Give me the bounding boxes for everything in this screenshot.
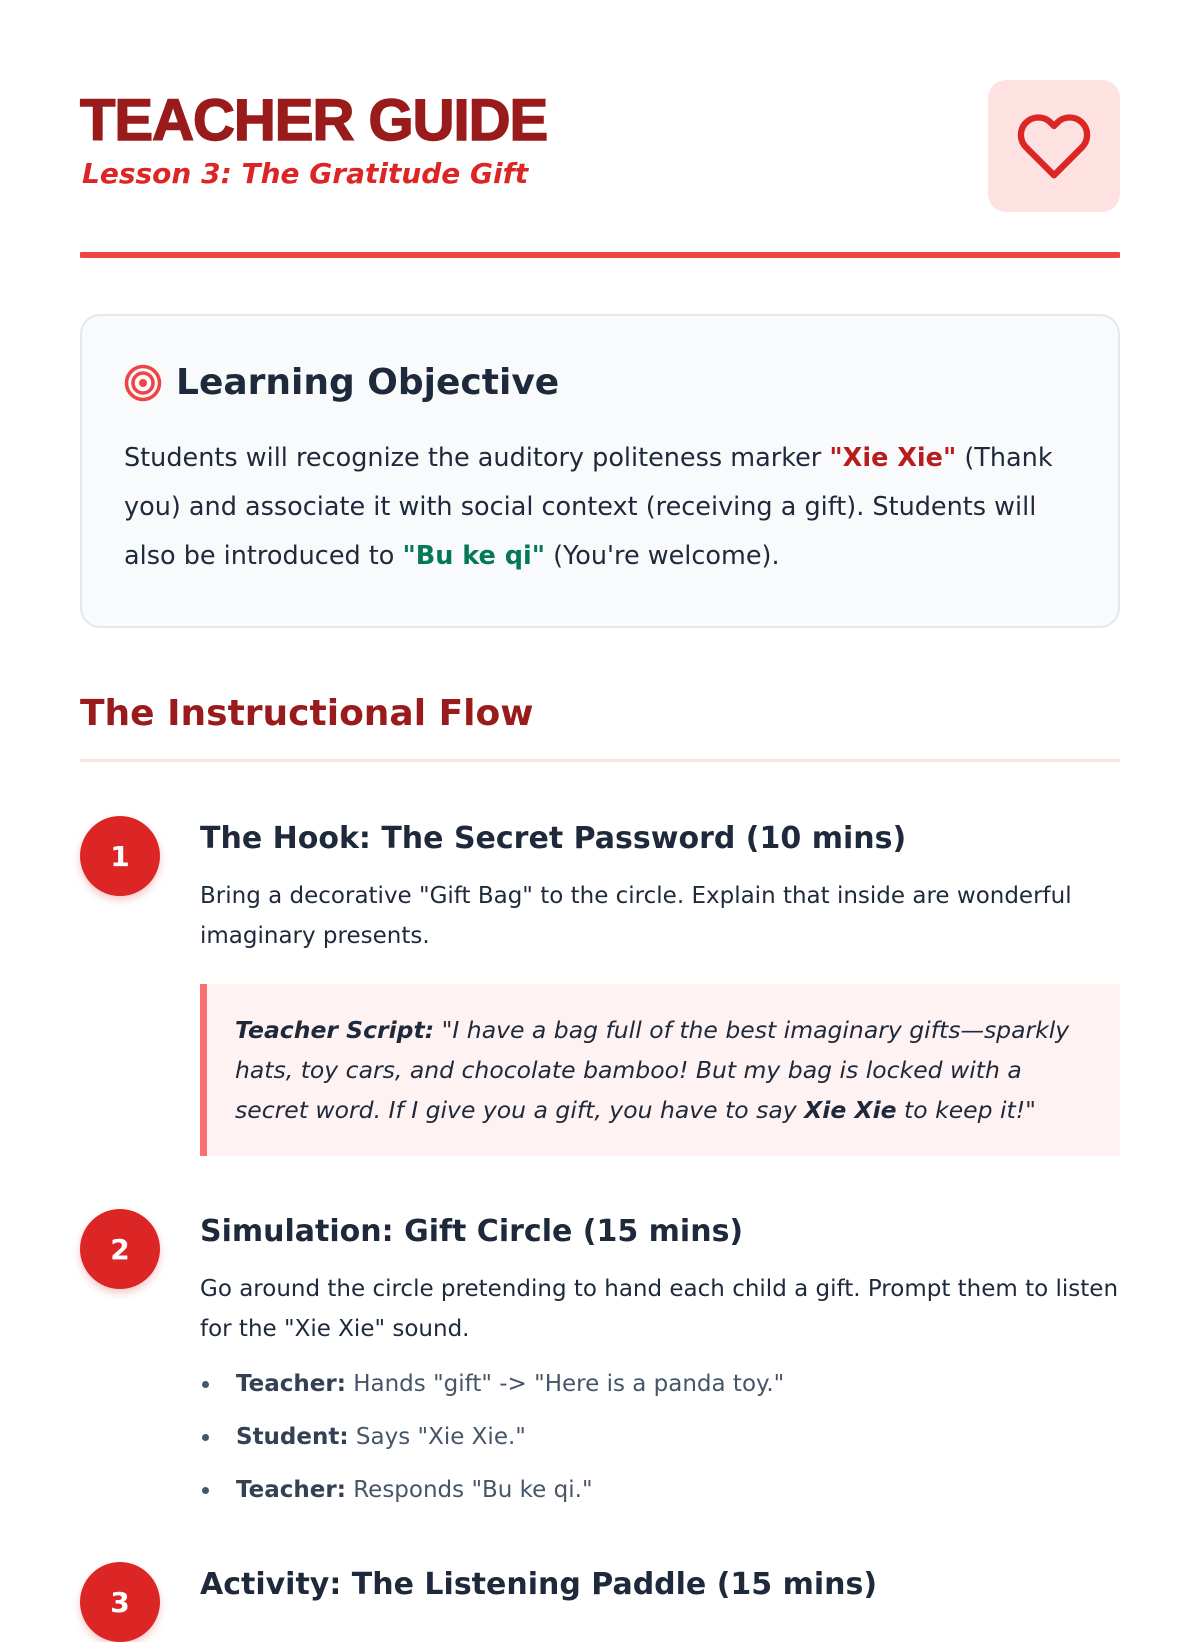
dialogue-line: Says "Xie Xie."	[348, 1424, 526, 1450]
xie-xie-highlight: "Xie Xie"	[829, 443, 957, 473]
heart-badge	[988, 80, 1120, 212]
dialogue-item	[200, 1417, 1100, 1470]
dialogue-item	[200, 1364, 1100, 1417]
dialogue-item	[200, 1470, 1100, 1523]
step-number-badge: 3	[80, 1562, 160, 1642]
heart-icon	[1016, 108, 1092, 184]
header-divider	[80, 252, 1120, 258]
script-label: Teacher Script:	[235, 1016, 435, 1044]
dialogue-line: Hands "gift" -> "Here is a panda toy."	[345, 1371, 785, 1397]
script-text-part: "I have a bag full of the best imaginary gifts—sparkly hats, toy cars, and chocolate bamboo! But my bag is locked with a secret word. If I give you a gift, you have to say	[235, 1016, 1070, 1124]
step-title: Simulation: Gift Circle (15 mins)	[200, 1214, 744, 1249]
step-title: Activity: The Listening Paddle (15 mins)	[200, 1567, 878, 1602]
script-text-part: to keep it!"	[896, 1096, 1036, 1124]
page-title: TEACHER GUIDE	[80, 88, 548, 153]
bu-ke-qi-highlight: "Bu ke qi"	[402, 541, 545, 571]
step-number-badge: 1	[80, 816, 160, 896]
teacher-script-callout	[200, 984, 1120, 1156]
section-divider	[80, 759, 1120, 762]
dialogue-line: Responds "Bu ke qi."	[345, 1477, 593, 1503]
dialogue-speaker: Student:	[236, 1424, 349, 1450]
objective-text-part: (Thank you) and associate it with social context (receiving a gift). Students will also be introduced to	[124, 443, 1053, 571]
dialogue-speaker: Teacher:	[236, 1371, 346, 1397]
section-title: The Instructional Flow	[80, 693, 534, 734]
teacher-script	[235, 1010, 1085, 1130]
step-description: Go around the circle pretending to hand each child a gift. Prompt them to listen for the "Xie Xie" sound.	[200, 1276, 1119, 1342]
objective-title: Learning Objective	[176, 362, 560, 403]
objective-heading	[124, 364, 559, 402]
header	[80, 80, 1120, 214]
lesson-subtitle: Lesson 3: The Gratitude Gift	[82, 157, 529, 190]
objective-text-part: Students will recognize the auditory politeness marker	[124, 443, 830, 473]
dialogue-list	[200, 1364, 1100, 1523]
target-icon	[124, 364, 162, 402]
dialogue-speaker: Teacher:	[236, 1477, 346, 1503]
step-number-badge: 2	[80, 1209, 160, 1289]
teacher-guide-page	[80, 0, 1120, 1619]
objective-text-part: (You're welcome).	[545, 541, 780, 571]
step-title: The Hook: The Secret Password (10 mins)	[200, 821, 907, 856]
script-emphasis: Xie Xie	[804, 1096, 897, 1124]
step-description: Bring a decorative "Gift Bag" to the circle. Explain that inside are wonderful imaginary presents.	[200, 883, 1072, 949]
objective-text	[124, 434, 1054, 581]
learning-objective-card	[80, 314, 1120, 628]
